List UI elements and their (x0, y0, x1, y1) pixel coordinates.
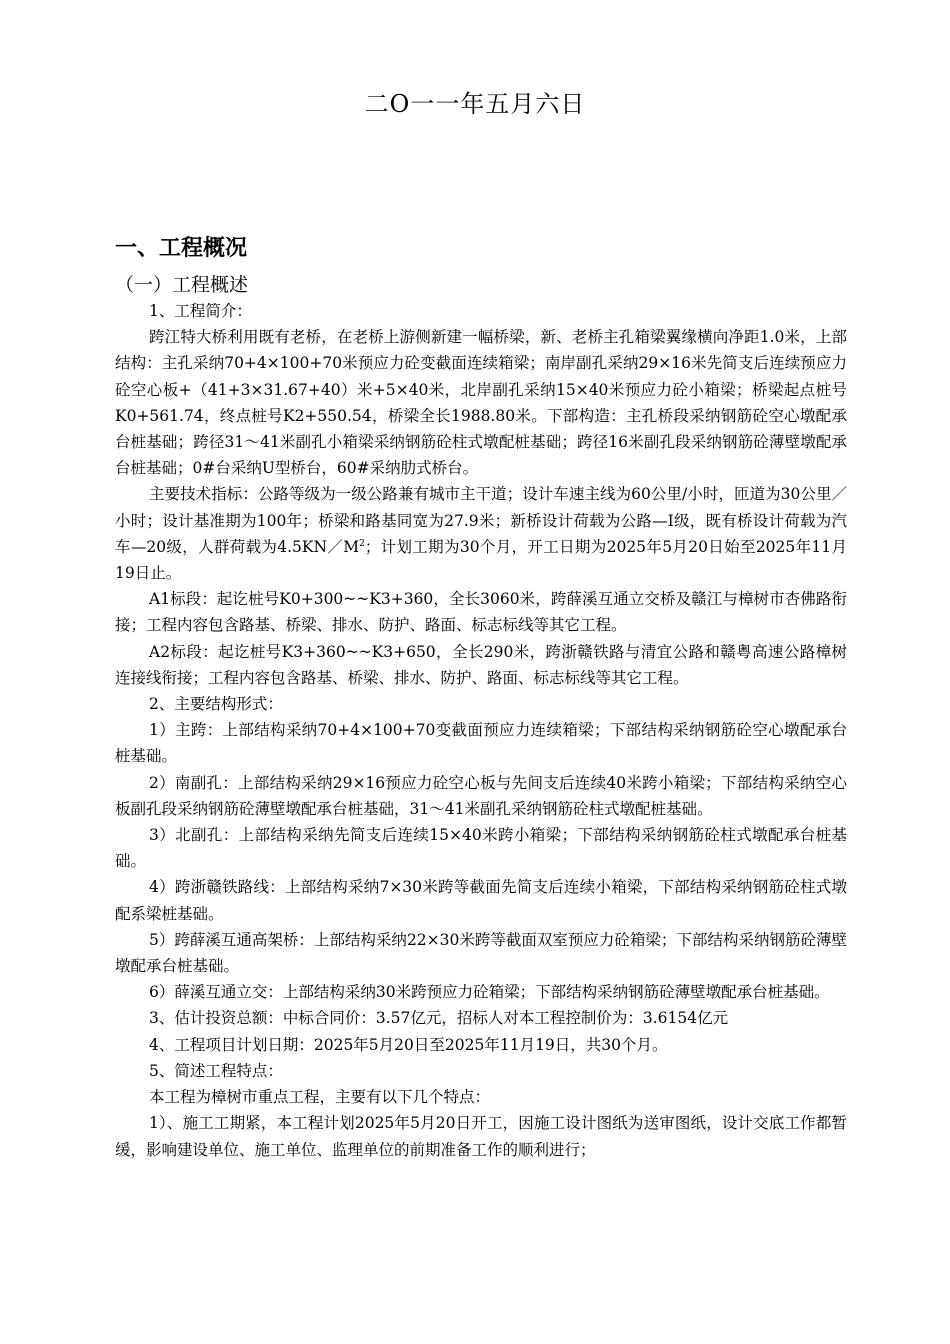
paragraph-section-a2: A2标段：起讫桩号K3+360~~K3+650，全长290米，跨浙赣铁路与清宜公路和赣粤高速公路樟树连接线衔接；工程内容包含路基、桥梁、排水、防护、路面、标志标线等其它工程。 (115, 642, 847, 687)
paragraph-project-intro-heading: 1、工程简介： (149, 302, 252, 320)
paragraph-bridge-description: 跨江特大桥利用既有老桥，在老桥上游侧新建一幅桥梁，新、老桥主孔箱梁翼缘横向净距1.0米，上部结构：主孔采纳70+4×100+70米预应力砼变截面连续箱梁；南岸副孔采纳29×16米先简支后连续预应力砼空心板+（41+3×31.67+40）米+5×40米，北岸副孔采纳15×40米预应力砼小箱梁；桥梁起点桩号K0+561.74，终点桩号K2+550.54，桥梁全长1988.80米。下部构造：主孔桥段采纳钢筋砼空心墩配承台桩基础；跨径31～41米副孔小箱梁采纳钢筋砼柱式墩配桩基础；跨径16米副孔段采纳钢筋砼薄壁墩配承台桩基础；0#台采纳U型桥台，60#采纳肋式桥台。 (115, 328, 847, 478)
subsection-heading: （一）工程概述 (115, 274, 249, 296)
technical-indicators-text-a: 主要技术指标：公路等级为一级公路兼有城市主干道；设计车速主线为60公里/小时，匝道为30公里／小时；设计基准期为100年；桥梁和路基同宽为27.9米；新桥设计荷载为公路—I级，既有桥设计荷载为汽车—20级，人群荷载为4.5KN／M (115, 485, 847, 556)
paragraph-interchange: 6）薛溪互通立交：上部结构采纳30米跨预应力砼箱梁；下部结构采纳钢筋砼薄壁墩配承台桩基础。 (149, 983, 830, 1002)
paragraph-structure-heading: 2、主要结构形式： (149, 695, 283, 714)
paragraph-schedule: 4、工程项目计划日期：2025年5月20日至2025年11月19日，共30个月。 (149, 1035, 668, 1054)
paragraph-south-side-span: 2）南副孔：上部结构采纳29×16预应力砼空心板与先间支后连续40米跨小箱梁；下部结构采纳空心板副孔段采纳钢筋砼薄壁墩配承台桩基础，31～41米副孔采纳钢筋砼柱式墩配桩基础。 (115, 773, 847, 818)
technical-indicators-text-b: ；计划工期为30个月，开工日期为2025年5月20日始至2025年11月19日止。 (115, 537, 847, 583)
superscript-2: 2 (359, 538, 365, 549)
document-body (115, 234, 847, 1163)
paragraph-investment: 3、估计投资总额：中标合同价：3.57亿元，招标人对本工程控制价为：3.6154亿元 (149, 1009, 729, 1028)
section-heading: 一、工程概况 (115, 236, 248, 261)
paragraph-railway-crossing: 4）跨浙赣铁路线：上部结构采纳7×30米跨等截面先简支后连续小箱梁，下部结构采纳钢筋砼柱式墩配系梁桩基础。 (115, 878, 847, 923)
paragraph-feature-1: 1）、施工工期紧，本工程计划2025年5月20日开工，因施工设计图纸为送审图纸，设计交底工作都暂缓，影响建设单位、施工单位、监理单位的前期准备工作的顺利进行； (115, 1114, 847, 1159)
paragraph-north-side-span: 3）北副孔：上部结构采纳先简支后连续15×40米跨小箱梁；下部结构采纳钢筋砼柱式墩配承台桩基础。 (115, 826, 847, 871)
paragraph-section-a1: A1标段：起讫桩号K0+300~~K3+360，全长3060米，跨薛溪互通立交桥及赣江与樟树市杏佛路衔接；工程内容包含路基、桥梁、排水、防护、路面、标志标线等其它工程。 (115, 590, 847, 635)
paragraph-technical-indicators (115, 481, 847, 586)
document-date: 二O一一年五月六日 (364, 90, 586, 118)
paragraph-features-heading: 5、简述工程特点： (149, 1061, 283, 1080)
paragraph-viaduct: 5）跨薛溪互通高架桥：上部结构采纳22×30米跨等截面双室预应力砼箱梁；下部结构采纳钢筋砼薄壁墩配承台桩基础。 (115, 930, 847, 976)
paragraph-main-span: 1）主跨：上部结构采纳70+4×100+70变截面预应力连续箱梁；下部结构采纳钢筋砼空心墩配承台桩基础。 (115, 721, 847, 766)
paragraph-features-intro: 本工程为樟树市重点工程，主要有以下几个特点： (149, 1088, 491, 1107)
